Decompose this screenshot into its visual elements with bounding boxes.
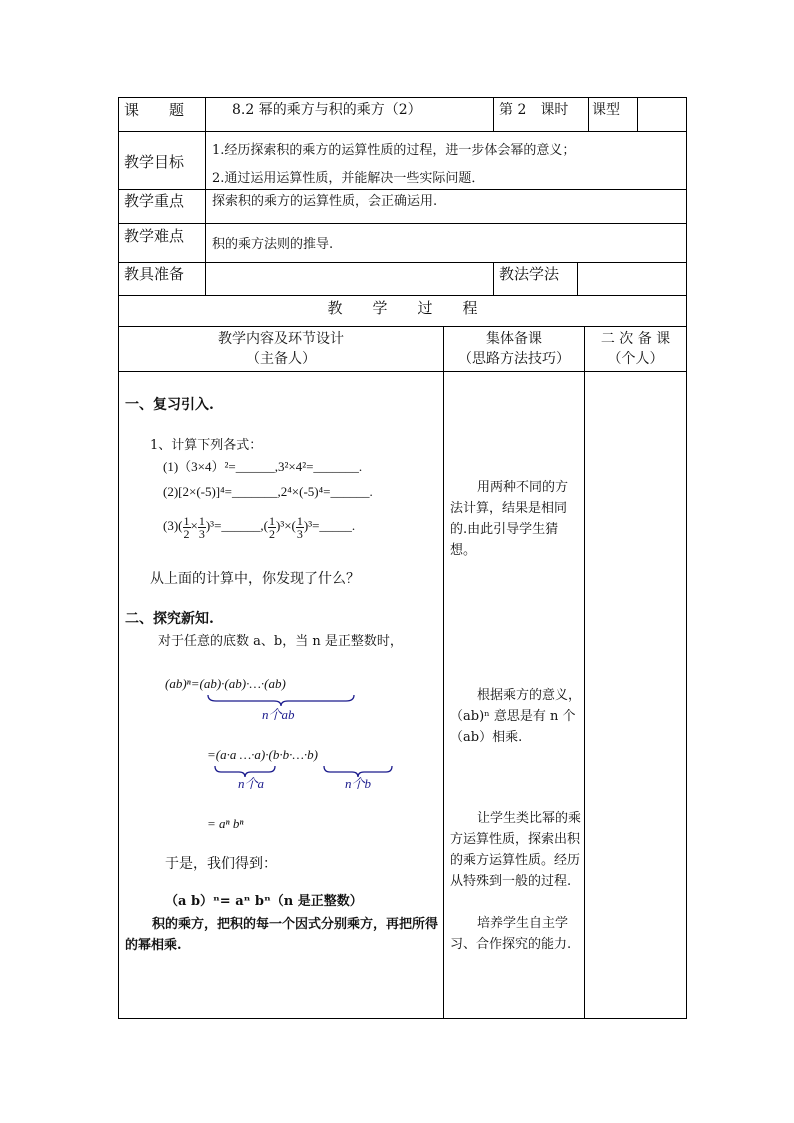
process-title: 教 学 过 程	[327, 299, 478, 317]
row-divider	[118, 131, 687, 132]
brace-label-n-a: n个a	[238, 776, 265, 791]
exercise-3	[163, 508, 355, 544]
note-meaning: 根据乘方的意义，（ab)ⁿ 意思是有 n 个（ab）相乘.	[450, 688, 582, 745]
col-divider	[584, 326, 585, 1019]
section1-title: 一、复习引入.	[125, 397, 214, 413]
main-column-header: 教学内容及环节设计	[218, 331, 344, 347]
row-divider	[118, 223, 687, 224]
note-abilities: 培养学生自主学习、合作探究的能力.	[450, 916, 572, 952]
table-border-top	[118, 97, 687, 98]
brace-label-n-ab: n个ab	[262, 707, 295, 722]
section2-intro: 对于任意的底数 a、b，当 n 是正整数时，	[158, 634, 403, 649]
exercise-1: (1)（3×4）²=______,3²×4²=_______.	[163, 459, 363, 474]
collective-column-header: 集体备课	[486, 331, 542, 347]
fraction-third: $\frac{1}{3}$	[296, 513, 303, 541]
row-divider	[118, 189, 687, 190]
note-analogy: 让学生类比幂的乘方运算性质，探索出积的乘方运算性质。经历从特殊到一般的过程.	[450, 811, 582, 889]
conclusion-lead: 于是，我们得到：	[165, 856, 277, 872]
note-two-methods: 用两种不同的方法计算，结果是相同的.由此引导学生猜想。	[450, 480, 569, 558]
table-border-right	[686, 97, 687, 1019]
col-divider	[205, 97, 206, 295]
row-divider	[118, 262, 687, 263]
exercise-3-mid: )³×(	[275, 518, 296, 533]
exercise-2: (2)[2×(-5)]⁴=_______,2⁴×(-5)⁴=______.	[163, 484, 373, 499]
exercise-3-prefix: (3)(	[163, 518, 183, 533]
derivation-step-2: =(a·a …·a)·(b·b·…·b)	[207, 747, 318, 762]
key-point-value: 探索积的乘方的运算性质，会正确运用.	[212, 194, 438, 209]
table-border-left	[118, 97, 119, 1019]
lesson-type-label: 课型	[592, 102, 620, 118]
period-label: 第 2 课时	[499, 102, 569, 118]
col-divider	[443, 326, 444, 1019]
row-divider	[118, 371, 687, 372]
derivation-step-3: = aⁿ bⁿ	[207, 816, 244, 831]
times-sign: ×	[190, 518, 198, 533]
tools-label: 教具准备	[124, 265, 185, 283]
difficulty-value: 积的乘方法则的推导.	[212, 237, 334, 252]
brace-n-ab	[206, 693, 356, 707]
row-divider	[118, 326, 687, 327]
col-divider	[493, 97, 494, 131]
key-point-label: 教学重点	[124, 192, 185, 210]
goal-item: 2.通过运用运算性质，并能解决一些实际问题．	[212, 171, 485, 186]
col-divider	[577, 262, 578, 295]
brace-label-n-b: n个b	[345, 776, 372, 791]
exercise-3-end: )³=_____.	[303, 518, 356, 533]
exercise-intro: 1、计算下列各式：	[150, 438, 263, 453]
product-power-formula: （a b）ⁿ= aⁿ bⁿ（n 是正整数）	[165, 894, 363, 909]
second-column-subheader: （个人）	[607, 351, 664, 367]
section2-title: 二、探究新知.	[125, 611, 214, 627]
goals-label: 教学目标	[124, 153, 185, 171]
derivation-step-1: (ab)ⁿ=(ab)·(ab)·…·(ab)	[165, 676, 286, 691]
goal-item: 1.经历探索积的乘方的运算性质的过程，进一步体会幂的意义；	[212, 143, 576, 158]
fraction-third: $\frac{1}{3}$	[198, 513, 205, 541]
col-divider	[493, 262, 494, 295]
table-border-bottom	[118, 1018, 687, 1019]
main-column-subheader: （主备人）	[246, 351, 316, 367]
fraction-half: $\frac{1}{2}$	[268, 513, 275, 541]
second-column-header: 二 次 备 课	[600, 331, 671, 347]
exercise-3-eq: )³=______,(	[205, 518, 268, 533]
col-divider	[637, 97, 638, 131]
col-divider	[588, 97, 589, 131]
discovery-question: 从上面的计算中，你发现了什么？	[150, 571, 360, 587]
row-divider	[118, 295, 687, 296]
subject-value: 8.2 幂的乘方与积的乘方（2）	[232, 102, 422, 118]
collective-column-subheader: （思路方法技巧）	[458, 351, 570, 367]
subject-label: 课 题	[124, 101, 185, 119]
difficulty-label: 教学难点	[124, 227, 185, 245]
fraction-half: $\frac{1}{2}$	[183, 513, 190, 541]
product-power-rule: 积的乘方，把积的每一个因式分别乘方，再把所得的幂相乘.	[125, 917, 439, 953]
method-label: 教法学法	[499, 265, 560, 283]
